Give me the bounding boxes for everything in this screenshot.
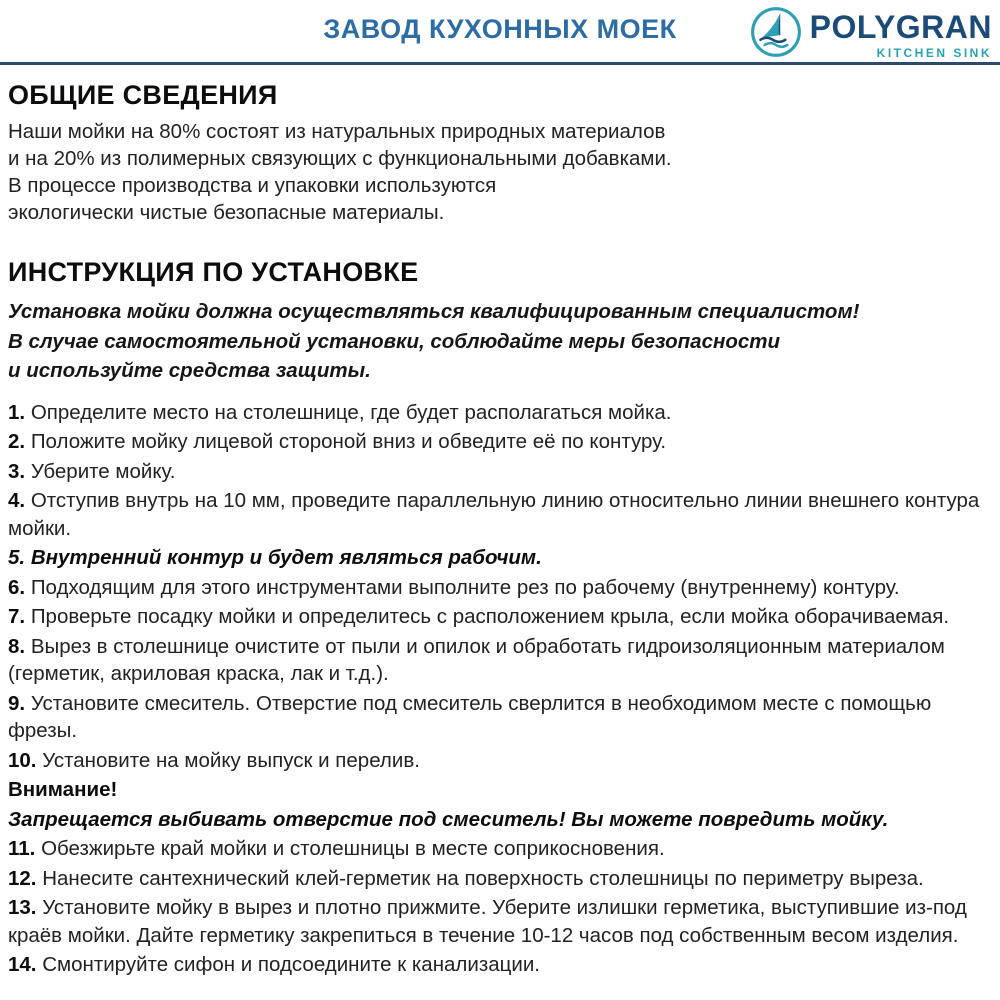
install-warning-paragraph <box>8 297 990 386</box>
brand-tagline: KITCHEN SINK <box>876 46 992 60</box>
general-info-line: и на 20% из полимерных связующих с функциональными добавками. <box>8 147 672 170</box>
install-step <box>8 776 990 804</box>
install-step <box>8 574 990 602</box>
step-text: Внутренний контур и будет являться рабочим. <box>30 546 542 569</box>
install-steps-list <box>8 399 990 979</box>
install-step <box>8 399 990 427</box>
page-header <box>0 0 1000 65</box>
step-number: 14. <box>8 953 37 976</box>
install-warning-line: Установка мойки должна осуществляться квалифицированным специалистом! <box>8 300 860 323</box>
general-info-line: Наши мойки на 80% состоят из натуральных природных материалов <box>8 120 666 143</box>
brand-logo <box>749 5 992 60</box>
step-number: 2. <box>8 430 26 453</box>
install-instructions-heading: ИНСТРУКЦИЯ ПО УСТАНОВКЕ <box>8 257 419 287</box>
step-text: Проверьте посадку мойки и определитесь с расположением крыла, если мойка оборачиваемая. <box>30 605 950 628</box>
step-text: Определите место на столешнице, где будет располагаться мойка. <box>30 400 672 424</box>
install-step <box>8 894 990 949</box>
page-title: ЗАВОД КУХОННЫХ МОЕК <box>323 14 677 44</box>
install-step <box>8 806 990 834</box>
install-step <box>8 487 990 542</box>
document-body <box>0 80 1000 979</box>
step-number: 6. <box>8 575 26 599</box>
step-text: Смонтируйте сифон и подсоедините к канализации. <box>42 953 540 976</box>
general-info-line: В процессе производства и упаковки используются <box>8 174 497 197</box>
step-text: Запрещается выбивать отверстие под смеситель! Вы можете повредить мойку. <box>8 807 889 831</box>
step-text: Внимание! <box>8 778 118 801</box>
step-number: 4. <box>8 489 26 512</box>
step-number: 12. <box>8 866 37 890</box>
general-info-heading: ОБЩИЕ СВЕДЕНИЯ <box>8 80 278 110</box>
step-number: 11. <box>8 837 36 860</box>
step-text: Положите мойку лицевой стороной вниз и обведите её по контуру. <box>30 430 667 453</box>
install-step <box>8 951 990 979</box>
general-info-line: экологически чистые безопасные материалы. <box>8 201 445 224</box>
step-number: 10. <box>8 748 37 772</box>
sail-wave-icon <box>749 5 803 59</box>
brand-name: POLYGRAN <box>809 9 992 45</box>
install-step <box>8 428 990 456</box>
install-step <box>8 835 990 863</box>
install-step <box>8 603 990 631</box>
step-number: 1. <box>8 400 26 424</box>
step-number: 8. <box>8 634 26 658</box>
install-step <box>8 747 990 775</box>
install-step <box>8 690 990 745</box>
step-text: Отступив внутрь на 10 мм, проведите параллельную линию относительно линии внешнего контура мойки. <box>8 489 980 540</box>
step-text: Установите мойку в вырез и плотно прижмите. Уберите излишки герметика, выступившие из-под краёв мойки. Дайте герметику закрепиться в течение 10-12 часов под собственным весом изделия. <box>8 896 967 947</box>
step-number: 9. <box>8 691 26 715</box>
install-step <box>8 544 990 572</box>
install-step <box>8 633 990 688</box>
install-warning-line: В случае самостоятельной установки, соблюдайте меры безопасности <box>8 329 781 353</box>
general-info-paragraph <box>8 118 990 226</box>
install-step <box>8 458 990 486</box>
install-step <box>8 865 990 893</box>
step-text: Установите смеситель. Отверстие под смеситель сверлится в необходимом месте с помощью фрезы. <box>8 691 932 742</box>
step-number: 13. <box>8 896 37 919</box>
step-text: Вырез в столешнице очистите от пыли и опилок и обработать гидроизоляционным материалом (герметик, акриловая краска, лак и т.д.). <box>8 634 945 685</box>
step-number: 7. <box>8 605 26 628</box>
step-text: Нанесите сантехнический клей-герметик на поверхность столешницы по периметру выреза. <box>42 866 924 890</box>
install-warning-line: и используйте средства защиты. <box>8 359 371 382</box>
step-text: Обезжирьте край мойки и столешницы в месте соприкосновения. <box>41 837 665 860</box>
step-text: Установите на мойку выпуск и перелив. <box>42 748 420 772</box>
step-number: 5. <box>8 546 26 569</box>
step-text: Уберите мойку. <box>30 459 176 483</box>
step-number: 3. <box>8 459 26 483</box>
brand-text <box>810 5 992 60</box>
step-text: Подходящим для этого инструментами выполните рез по рабочему (внутреннему) контуру. <box>30 575 900 599</box>
